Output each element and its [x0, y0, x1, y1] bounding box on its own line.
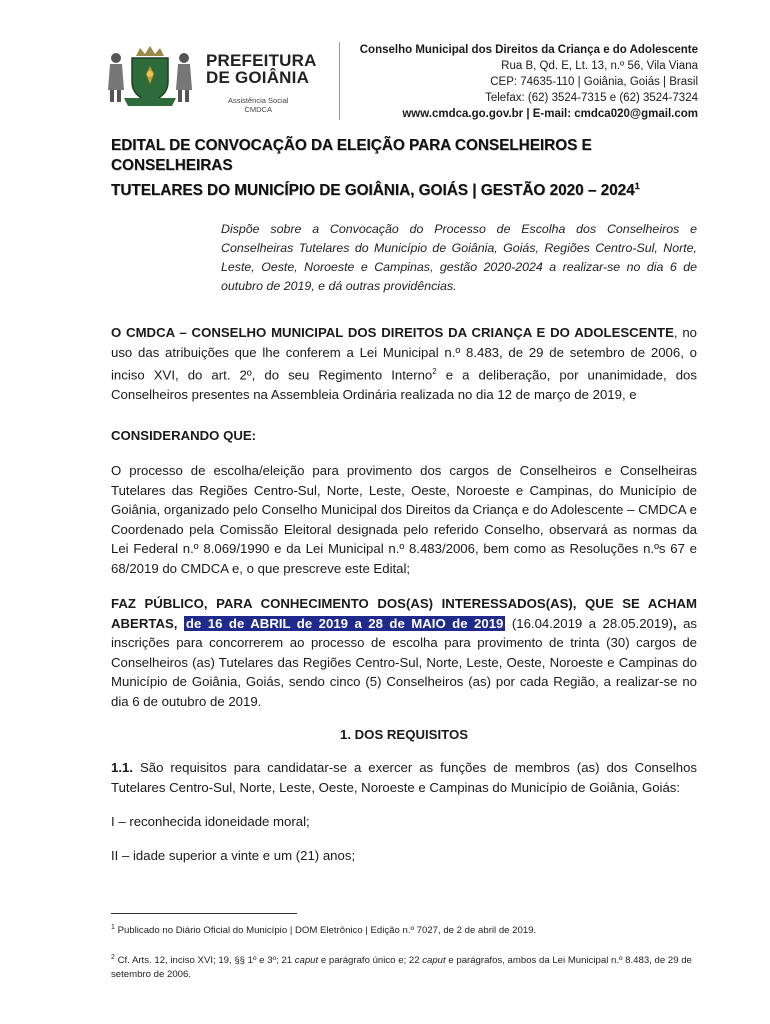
- intro-text-a: , no uso das atribuições que lhe conferem a Lei Municipal n.º 8.483, de 29 de setembro de 2006, o inciso XVI, do art. 2º, do seu Regimento Interno: [111, 325, 697, 383]
- intro-text-b: e a deliberação, por unanimidade, dos Conselheiros presentes na Assembleia Ordinária realizada no dia 12 de março de 2019, e: [111, 367, 697, 402]
- footnote-1-number: 1: [111, 924, 115, 931]
- title-line-2: [111, 176, 701, 201]
- requirement-ii: II – idade superior a vinte e um (21) anos;: [111, 848, 356, 863]
- org-address-2: CEP: 74635-110 | Goiânia, Goiás | Brasil: [490, 76, 698, 88]
- org-web-email: www.cmdca.go.gov.br | E-mail: cmdca020@gmail.com: [402, 108, 698, 120]
- footnote-2-text-b: e parágrafo único e; 22: [318, 955, 423, 967]
- item-1-1: [111, 758, 697, 797]
- org-phone: Telefax: (62) 3524-7315 e (62) 3524-7324: [485, 92, 698, 104]
- footnote-2-text-c: e parágrafos, ambos da Lei Municipal n.º 8.483, de 29 de setembro de 2006.: [111, 955, 692, 981]
- item-1-1-text: São requisitos para candidatar-se a exercer as funções de membros (as) dos Conselhos Tutelares Centro-Sul, Norte, Leste, Oeste, Noroeste e Campinas do Município de Goiânia, Goiás:: [111, 760, 697, 795]
- logo-sub-1: Assistência Social: [228, 96, 289, 105]
- footnote-2: [111, 951, 697, 982]
- logo-line-1: PREFEITURA: [206, 51, 317, 70]
- footnote-1: [111, 921, 697, 938]
- abstract: Dispõe sobre a Convocação do Processo de Escolha dos Conselheiros e Conselheiras Tutelares do Município de Goiânia, Goiás, Regiões Centro-Sul, Norte, Leste, Oeste, Noroeste e Campinas, gestão 2020-2024 a realizar-se no dia 6 de outubro de 2019, e dá outras providências.: [221, 222, 697, 293]
- logo-sub-2: CMDCA: [244, 105, 272, 114]
- faz-publico-comma: ,: [672, 615, 677, 631]
- intro-paragraph: [111, 323, 697, 404]
- prefeitura-logo: [102, 44, 328, 114]
- requirement-i: I – reconhecida idoneidade moral;: [111, 814, 310, 829]
- footnote-separator: [111, 913, 297, 914]
- footnote-2-caput-2: caput: [422, 955, 446, 967]
- title-line-2-text: TUTELARES DO MUNICÍPIO DE GOIÂNIA, GOIÁS | GESTÃO 2020 – 2024: [111, 182, 635, 200]
- document-title: [111, 136, 701, 201]
- considerando-paragraph: O processo de escolha/eleição para provimento dos cargos de Conselheiros e Conselheiras Tutelares das Regiões Centro-Sul, Norte, Leste, Oeste, Noroeste e Campinas, do Município de Goiânia, organizado pelo Conselho Municipal dos Direitos da Criança e do Adolescente – CMDCA e Coordenado pela Comissão Eleitoral designada pelo referido Conselho, observará as normas da Lei Federal n.º 8.069/1990 e da Lei Municipal n.º 8.483/2006, bem como as Resoluções n.ºs 67 e 68/2019 do CMDCA e, o que prescreve este Edital;: [111, 463, 697, 576]
- footnote-ref-1[interactable]: 1: [634, 181, 640, 191]
- faz-publico-bold: FAZ PÚBLICO, PARA CONHECIMENTO DOS(AS) INTERESSADOS(AS), QUE SE ACHAM ABERTAS,: [111, 596, 697, 631]
- intro-bold: O CMDCA – CONSELHO MUNICIPAL DOS DIREITOS DA CRIANÇA E DO ADOLESCENTE: [111, 325, 674, 340]
- footnote-2-caput-1: caput: [294, 955, 319, 967]
- footnote-1-text: Publicado no Diário Oficial do Município | DOM Eletrônico | Edição n.º 7027, de 2 de abril de 2019.: [114, 925, 537, 937]
- org-address-1: Rua B, Qd. E, Lt. 13, n.º 56, Vila Viana: [501, 60, 698, 72]
- footnote-ref-2[interactable]: 2: [432, 367, 437, 376]
- faz-publico-paragraph: [111, 594, 697, 711]
- footnote-2-text-a: Cf. Arts. 12, inciso XVI; 19, §§ 1º e 3º; 21: [114, 955, 295, 967]
- logo-line-2: DE GOIÂNIA: [206, 68, 310, 87]
- registration-period-numeric: (16.04.2019 a 28.05.2019): [505, 615, 673, 631]
- org-title: Conselho Municipal dos Direitos da Criança e do Adolescente: [359, 44, 698, 56]
- registration-period-highlight: de 16 de ABRIL de 2019 a 28 de MAIO de 2019: [185, 615, 504, 631]
- item-1-1-number: 1.1.: [111, 760, 133, 775]
- faz-publico-text: as inscrições para concorrerem ao processo de escolha para provimento de trinta (30) cargos de Conselheiros (as) Tutelares das Regiões Centro-Sul, Norte, Leste, Oeste, Noroeste e Campinas do Município de Goiânia, Goiás, sendo cinco (5) Conselheiros (as) por cada Região, a realizar-se no dia 6 de outubro de 2019.: [111, 615, 698, 709]
- logo-text: [206, 52, 317, 86]
- logo-subtitle: [228, 96, 288, 114]
- section-1-heading: 1. DOS REQUISITOS: [340, 727, 468, 742]
- header-divider: [339, 42, 340, 120]
- org-contact-block: [360, 42, 698, 122]
- footnote-2-number: 2: [111, 954, 115, 961]
- considerando-heading: CONSIDERANDO QUE:: [111, 428, 257, 443]
- coat-of-arms-icon: [102, 44, 198, 108]
- title-line-1: EDITAL DE CONVOCAÇÃO DA ELEIÇÃO PARA CONSELHEIROS E CONSELHEIRAS: [111, 137, 592, 174]
